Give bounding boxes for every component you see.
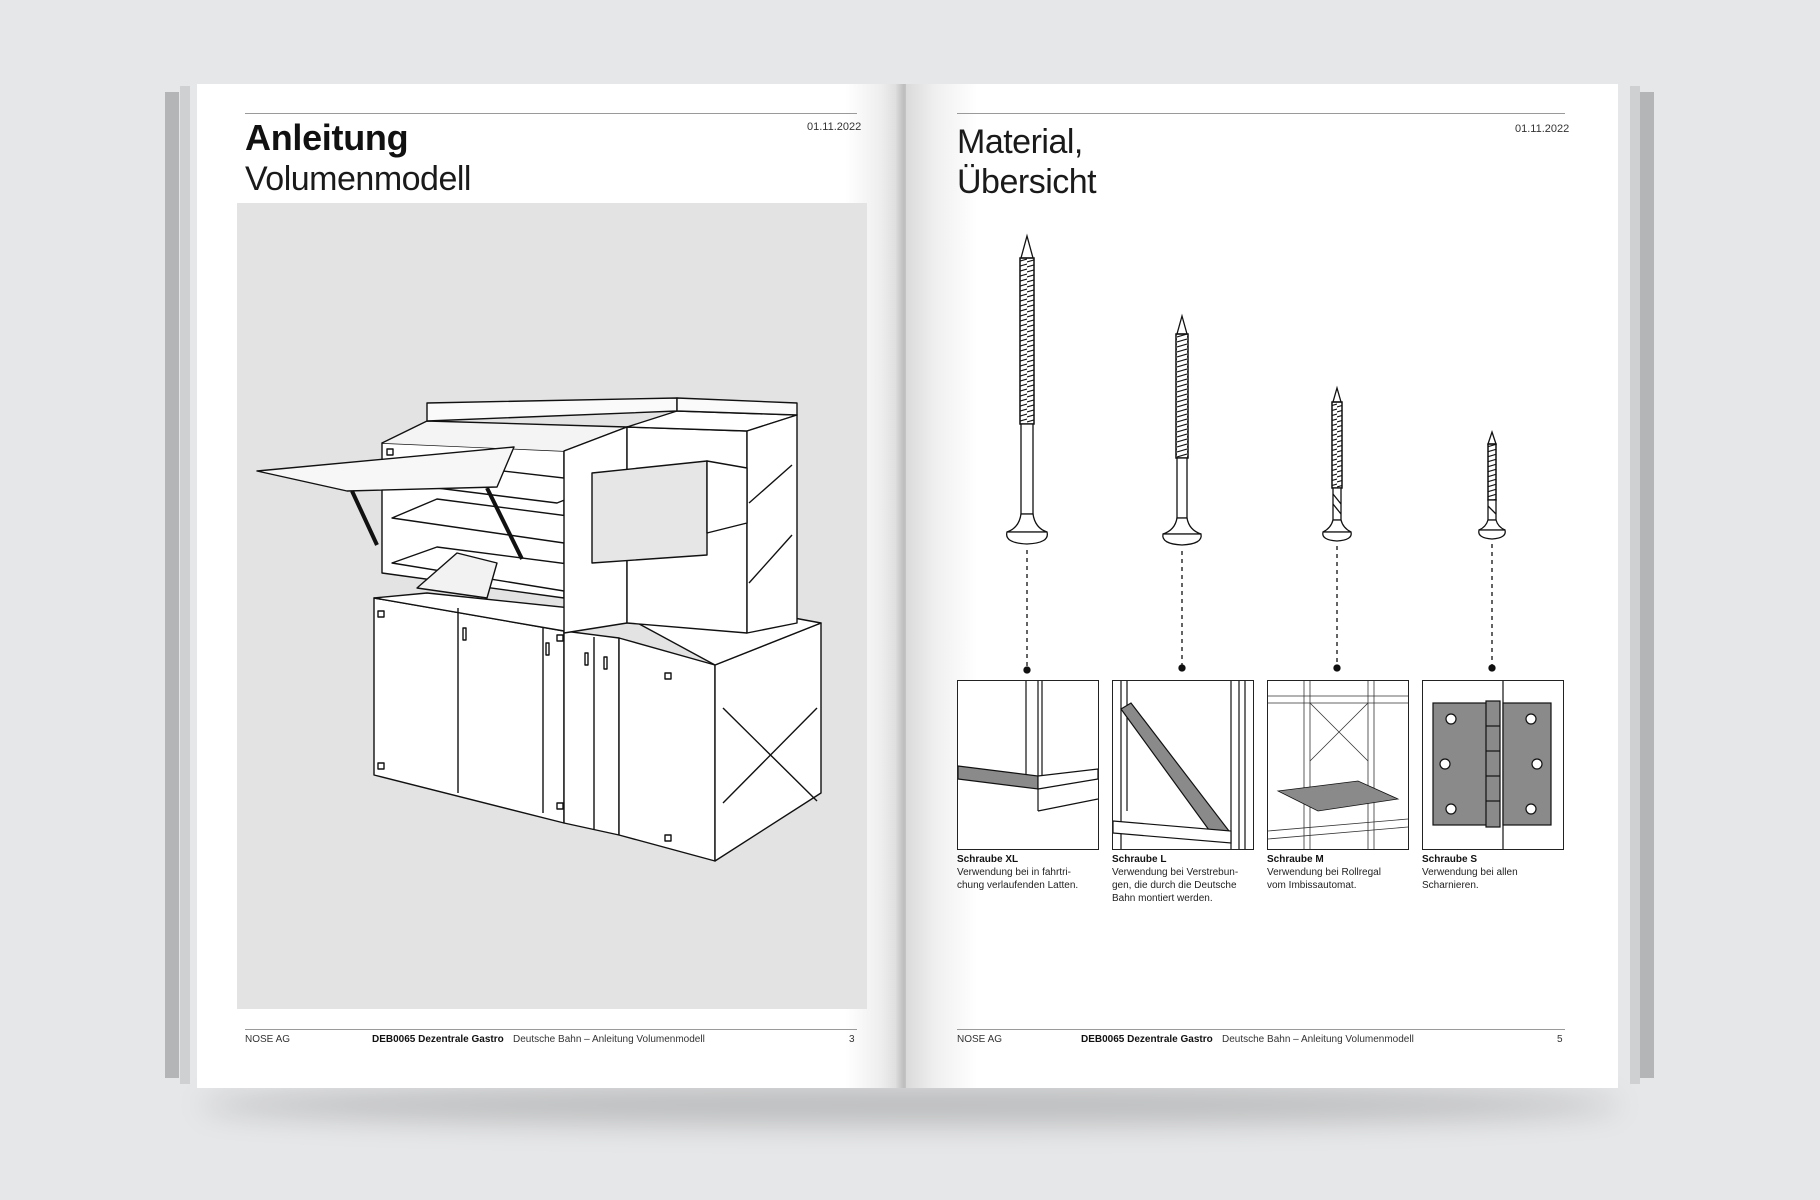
screw-m-desc-line2: vom Imbissautomat. (1267, 880, 1357, 891)
screw-xl-desc-line1: Verwendung bei in fahrtri- (957, 867, 1071, 878)
left-date: 01.11.2022 (807, 121, 862, 133)
screw-l-title: Schraube L (1112, 854, 1167, 865)
screws-illustration (957, 228, 1567, 678)
screw-xl-detail-image (957, 680, 1099, 850)
screw-xl-desc-line2: chung verlaufenden Latten. (957, 880, 1079, 891)
screw-m-title: Schraube M (1267, 854, 1324, 865)
left-header-rule (245, 113, 857, 114)
hinge-icon (1423, 681, 1563, 849)
screw-xl-title: Schraube XL (957, 854, 1019, 865)
screw-l-desc-line3: Bahn montiert werden. (1112, 893, 1213, 904)
left-footer-project-name: DEB0065 Dezentrale Gastro (372, 1034, 504, 1045)
right-footer-company: NOSE AG (957, 1034, 1003, 1045)
right-title-line1: Material, (957, 123, 1083, 161)
right-footer-page-number: 5 (1557, 1034, 1563, 1045)
right-date: 01.11.2022 (1515, 123, 1570, 135)
screw-m-caption (1267, 853, 1412, 892)
right-footer-client: Deutsche Bahn – Anleitung Volumenmodell (1222, 1034, 1414, 1045)
screw-s-desc-line1: Verwendung bei allen (1422, 867, 1518, 878)
screw-l-caption (1112, 853, 1257, 905)
left-footer-company: NOSE AG (245, 1034, 291, 1045)
screw-l-desc-line1: Verwendung bei Verstrebun- (1112, 867, 1239, 878)
screw-l-detail-image (1112, 680, 1254, 850)
screw-l-icon (1163, 316, 1201, 671)
right-footer-project (1081, 1034, 1213, 1045)
screw-s-caption (1422, 853, 1567, 892)
left-page-stack-edge-inner (180, 86, 190, 1084)
screw-s-desc-line2: Scharnieren. (1422, 880, 1479, 891)
right-title-line2: Übersicht (957, 163, 1097, 201)
left-footer-client: Deutsche Bahn – Anleitung Volumenmodell (513, 1034, 705, 1045)
right-footer-rule (957, 1029, 1565, 1030)
left-subtitle: Volumenmodell (245, 160, 471, 198)
booklet-shadow (200, 1085, 1620, 1125)
screw-m-detail-image (1267, 680, 1409, 850)
right-footer-project-name: DEB0065 Dezentrale Gastro (1081, 1034, 1213, 1045)
screw-xl-caption (957, 853, 1102, 892)
right-page-stack-edge (1640, 92, 1654, 1078)
left-footer-page-number: 3 (849, 1034, 855, 1045)
left-title: Anleitung (245, 117, 409, 158)
kiosk-isometric-drawing (237, 203, 867, 1009)
left-page-stack-edge (165, 92, 179, 1078)
screw-m-desc-line1: Verwendung bei Rollregal (1267, 867, 1381, 878)
right-header-rule (957, 113, 1565, 114)
left-footer-rule (245, 1029, 857, 1030)
screw-s-title: Schraube S (1422, 854, 1478, 865)
screw-s-icon (1479, 432, 1505, 671)
screw-l-desc-line2: gen, die durch die Deutsche (1112, 880, 1237, 891)
volume-model-figure (237, 203, 867, 1009)
right-page-stack-edge-inner (1630, 86, 1640, 1084)
screw-s-detail-image (1422, 680, 1564, 850)
left-footer-project (372, 1034, 504, 1045)
screw-m-icon (1323, 388, 1351, 671)
screw-xl-icon (1007, 236, 1048, 673)
